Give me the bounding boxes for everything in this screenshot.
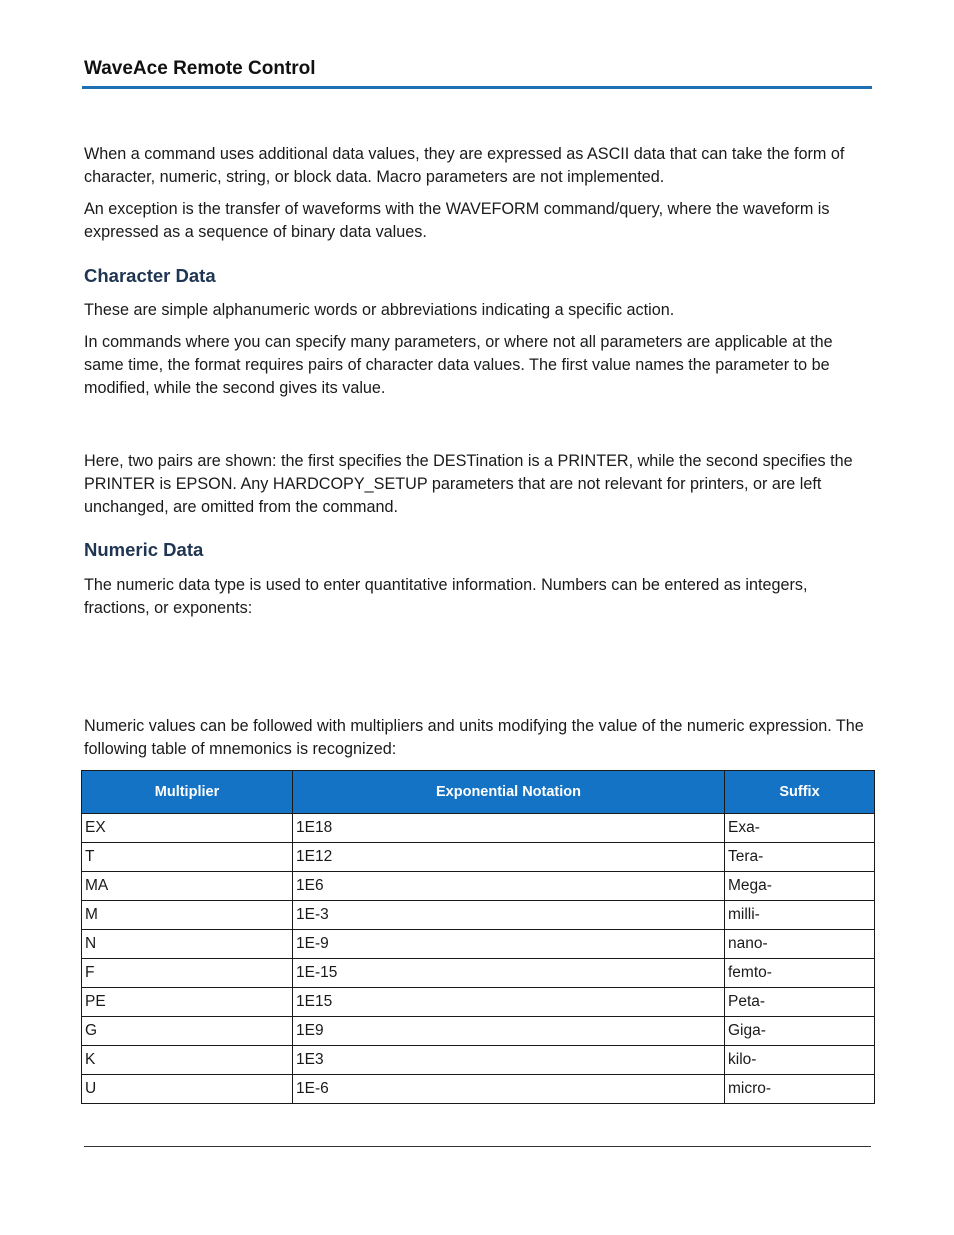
cell-exponential-notation: 1E-3 [293,901,725,930]
cell-multiplier: MA [82,872,293,901]
cell-multiplier: T [82,843,293,872]
column-header-multiplier: Multiplier [82,771,293,814]
table-row [82,959,875,988]
cell-exponential-notation: 1E-6 [293,1075,725,1104]
header-divider [82,86,872,89]
multiplier-table [81,770,875,1104]
table-row [82,1017,875,1046]
cell-exponential-notation: 1E9 [293,1017,725,1046]
character-data-heading: Character Data [84,265,216,286]
table-row [82,901,875,930]
character-data-paragraph-3: Here, two pairs are shown: the first specifies the DESTination is a PRINTER, while the second specifies the PRINTER is EPSON. Any HARDCOPY_SETUP parameters that are not relevant for printers, or are left unchanged, are omitted from the command. [84,452,853,516]
cell-exponential-notation: 1E6 [293,872,725,901]
table-row [82,843,875,872]
cell-suffix: Peta- [725,988,875,1017]
numeric-data-heading: Numeric Data [84,539,204,560]
cell-multiplier: EX [82,814,293,843]
numeric-data-paragraph-2: Numeric values can be followed with multipliers and units modifying the value of the numeric expression. The following table of mnemonics is recognized: [84,717,864,758]
numeric-data-paragraph-1: The numeric data type is used to enter quantitative information. Numbers can be entered as integers, fractions, or exponents: [84,576,808,617]
cell-exponential-notation: 1E-15 [293,959,725,988]
table-row [82,872,875,901]
cell-exponential-notation: 1E15 [293,988,725,1017]
cell-multiplier: K [82,1046,293,1075]
table-row [82,1075,875,1104]
intro-paragraph-1: When a command uses additional data values, they are expressed as ASCII data that can take the form of character, numeric, string, or block data. Macro parameters are not implemented. [84,145,845,186]
cell-multiplier: PE [82,988,293,1017]
intro-paragraph-2: An exception is the transfer of waveforms with the WAVEFORM command/query, where the waveform is expressed as a sequence of binary data values. [84,200,830,241]
cell-suffix: Exa- [725,814,875,843]
cell-multiplier: G [82,1017,293,1046]
column-header-exponential-notation: Exponential Notation [293,771,725,814]
character-data-paragraph-1: These are simple alphanumeric words or abbreviations indicating a specific action. [84,301,675,319]
cell-suffix: milli- [725,901,875,930]
table-row [82,988,875,1017]
cell-suffix: femto- [725,959,875,988]
cell-suffix: Tera- [725,843,875,872]
cell-exponential-notation: 1E18 [293,814,725,843]
table-header-row [82,771,875,814]
cell-exponential-notation: 1E12 [293,843,725,872]
character-data-paragraph-2: In commands where you can specify many parameters, or where not all parameters are applicable at the same time, the format requires pairs of character data values. The first value names the parameter to be modified, while the second gives its value. [84,333,833,397]
table-row [82,1046,875,1075]
cell-suffix: Mega- [725,872,875,901]
cell-multiplier: N [82,930,293,959]
table-row [82,814,875,843]
footer-divider [84,1146,871,1147]
cell-multiplier: F [82,959,293,988]
cell-suffix: kilo- [725,1046,875,1075]
column-header-suffix: Suffix [725,771,875,814]
cell-exponential-notation: 1E3 [293,1046,725,1075]
page-header-title: WaveAce Remote Control [84,58,316,79]
cell-multiplier: U [82,1075,293,1104]
table-row [82,930,875,959]
cell-exponential-notation: 1E-9 [293,930,725,959]
cell-suffix: nano- [725,930,875,959]
cell-suffix: micro- [725,1075,875,1104]
cell-multiplier: M [82,901,293,930]
cell-suffix: Giga- [725,1017,875,1046]
